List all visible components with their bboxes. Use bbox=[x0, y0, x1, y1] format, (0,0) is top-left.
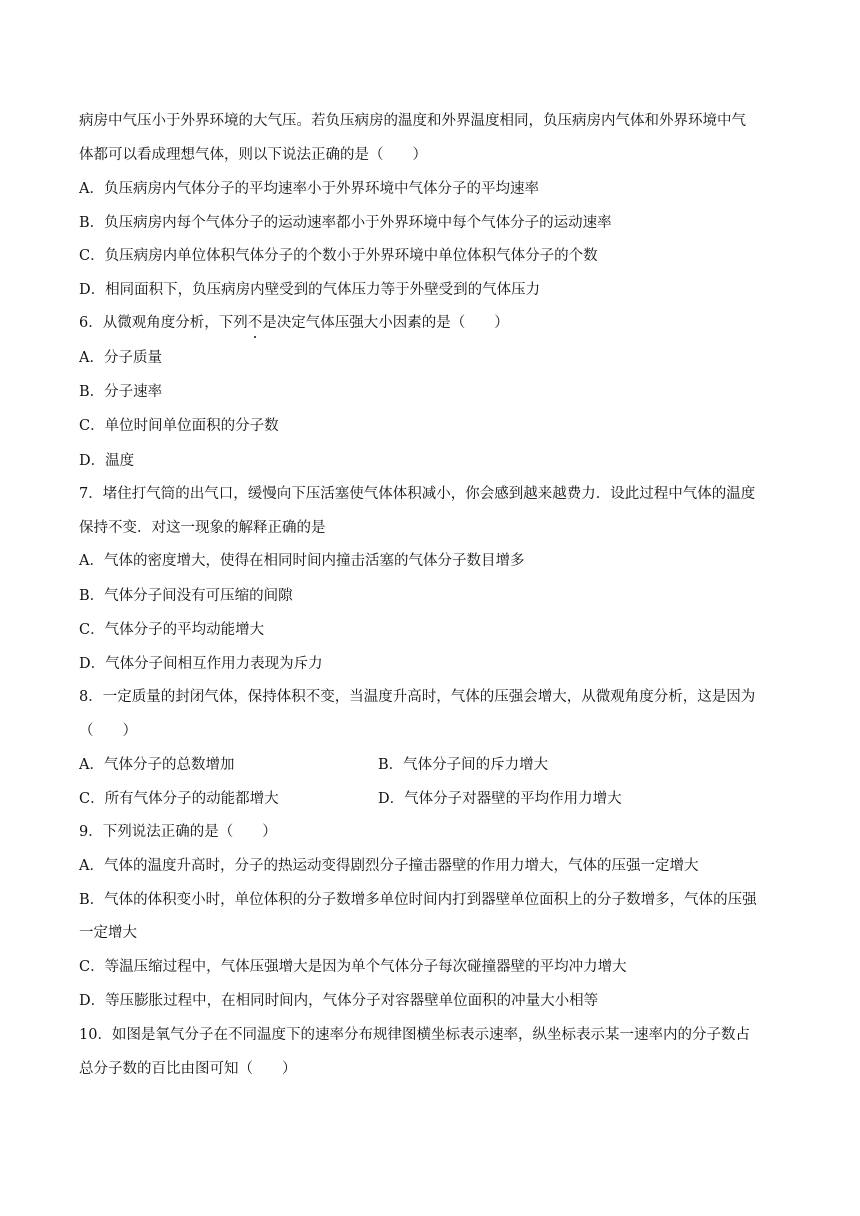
q8-option-a: A．气体分子的总数增加 bbox=[79, 757, 235, 773]
q10-stem-line2: 总分子数的百比由图可知（ ） bbox=[79, 1061, 297, 1077]
q8-option-d: D．气体分子对器壁的平均作用力增大 bbox=[378, 791, 622, 807]
q8-option-c: C．所有气体分子的动能都增大 bbox=[79, 791, 279, 807]
q9-option-c: C．等温压缩过程中，气体压强增大是因为单个气体分子每次碰撞器壁的平均冲力增大 bbox=[79, 959, 627, 975]
q7-stem-line2: 保持不变．对这一现象的解释正确的是 bbox=[79, 520, 326, 536]
q8-options-row2 bbox=[79, 789, 799, 809]
q7-option-c: C．气体分子的平均动能增大 bbox=[79, 622, 265, 638]
q9-option-b-line1: B．气体的体积变小时，单位体积的分子数增多单位时间内打到器壁单位面积上的分子数增多，气体的压强 bbox=[79, 892, 757, 908]
q5-option-b: B．负压病房内每个气体分子的运动速率都小于外界环境中每个气体分子的运动速率 bbox=[79, 215, 612, 231]
q8-options-row1 bbox=[79, 755, 799, 775]
q6-stem-emphasis: 不 bbox=[247, 315, 263, 331]
q7-option-d: D．气体分子间相互作用力表现为斥力 bbox=[79, 656, 323, 672]
q5-stem-line1: 病房中气压小于外界环境的大气压。若负压病房的温度和外界温度相同，负压病房内气体和外界环境中气 bbox=[79, 113, 746, 129]
q9-option-b-line2: 一定增大 bbox=[79, 925, 137, 941]
q9-option-d: D．等压膨胀过程中，在相同时间内，气体分子对容器壁单位面积的冲量大小相等 bbox=[79, 993, 599, 1009]
q6-option-b: B．分子速率 bbox=[79, 384, 163, 400]
q6-option-d: D．温度 bbox=[79, 453, 135, 469]
q7-option-b: B．气体分子间没有可压缩的间隙 bbox=[79, 588, 293, 604]
q6-stem-post: 是决定气体压强大小因素的是（ ） bbox=[262, 315, 509, 331]
q6-option-c: C．单位时间单位面积的分子数 bbox=[79, 418, 279, 434]
q10-stem-line1: 10．如图是氧气分子在不同温度下的速率分布规律图横坐标表示速率，纵坐标表示某一速率内的分子数占 bbox=[79, 1027, 750, 1043]
q8-stem-line1: 8．一定质量的封闭气体，保持体积不变，当温度升高时，气体的压强会增大，从微观角度分析，这是因为 bbox=[79, 689, 756, 705]
q5-option-d: D．相同面积下，负压病房内壁受到的气体压力等于外壁受到的气体压力 bbox=[79, 282, 541, 298]
q6-option-a: A．分子质量 bbox=[79, 350, 162, 366]
q5-stem-line2: 体都可以看成理想气体，则以下说法正确的是（ ） bbox=[79, 147, 427, 163]
q8-stem-line2: （ ） bbox=[79, 723, 137, 739]
q6-stem bbox=[79, 313, 799, 333]
q5-option-c: C．负压病房内单位体积气体分子的个数小于外界环境中单位体积气体分子的个数 bbox=[79, 248, 598, 264]
q7-option-a: A．气体的密度增大，使得在相同时间内撞击活塞的气体分子数目增多 bbox=[79, 553, 525, 569]
q9-stem: 9．下列说法正确的是（ ） bbox=[79, 824, 277, 840]
q9-option-a: A．气体的温度升高时，分子的热运动变得剧烈分子撞击器壁的作用力增大，气体的压强一定增大 bbox=[79, 858, 699, 874]
q7-stem-line1: 7．堵住打气筒的出气口，缓慢向下压活塞使气体体积减小，你会感到越来越费力．设此过程中气体的温度 bbox=[79, 486, 756, 502]
q6-stem-pre: 6．从微观角度分析，下列 bbox=[79, 315, 248, 331]
q5-option-a: A．负压病房内气体分子的平均速率小于外界环境中气体分子的平均速率 bbox=[79, 181, 539, 197]
q8-option-b: B．气体分子间的斥力增大 bbox=[378, 757, 549, 773]
